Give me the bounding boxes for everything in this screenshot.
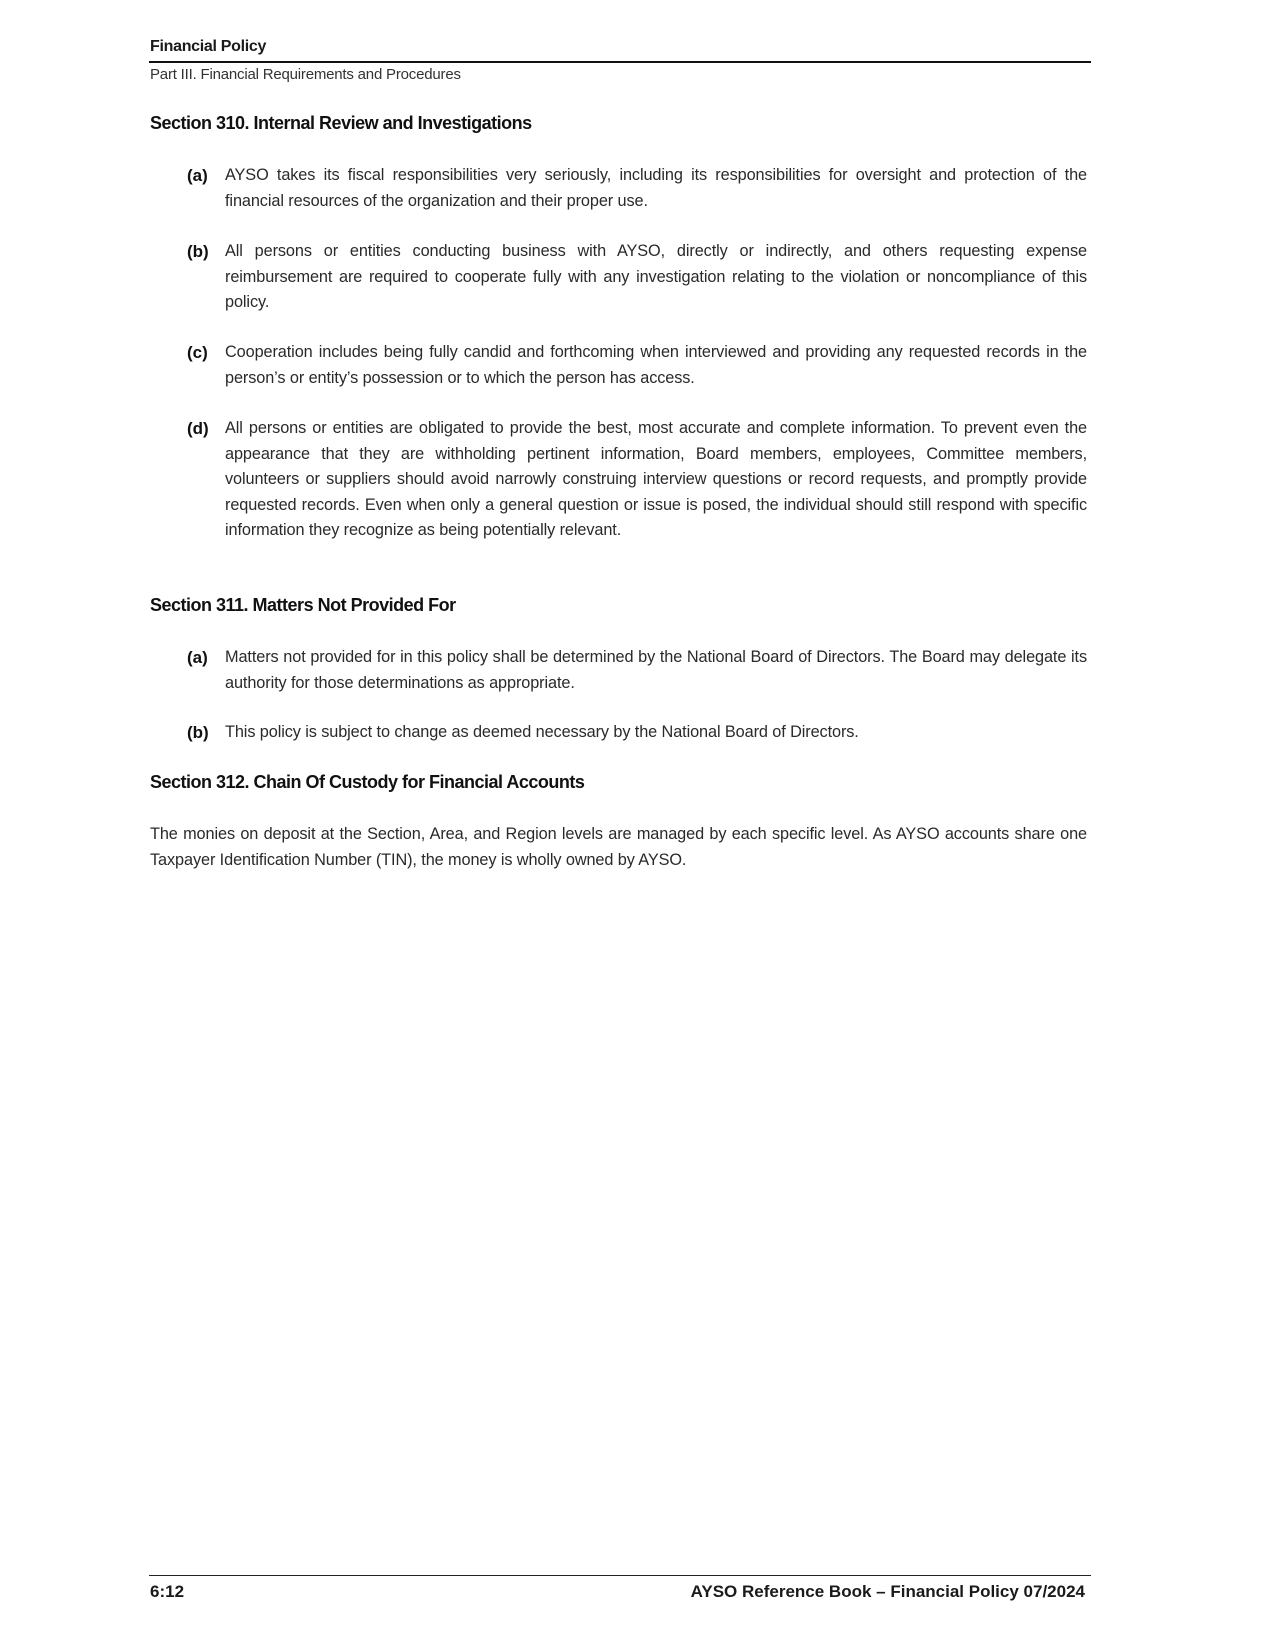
- footer-page-number: 6:12: [150, 1582, 185, 1601]
- item-text: AYSO takes its fiscal responsibilities very seriously, including its responsibilities for oversight and protection of the financial resources of the organization and their proper use.: [225, 166, 1087, 210]
- item-label: (a): [187, 166, 208, 185]
- section-311-item-b: [187, 720, 1087, 746]
- header-subtitle: Part III. Financial Requirements and Procedures: [150, 66, 461, 83]
- item-text: Cooperation includes being fully candid and forthcoming when interviewed and providing any requested records in the person’s or entity’s possession or to which the person has access.: [225, 343, 1087, 387]
- section-310-item-b: [187, 239, 1087, 316]
- item-label: (d): [187, 419, 209, 438]
- item-label: (c): [187, 343, 208, 362]
- item-label: (a): [187, 648, 208, 667]
- header-title: Financial Policy: [150, 38, 267, 55]
- section-310-heading: Section 310. Internal Review and Investigations: [150, 113, 532, 133]
- footer-rule: [149, 1575, 1091, 1576]
- section-311-item-a: [187, 645, 1087, 696]
- item-text: All persons or entities conducting business with AYSO, directly or indirectly, and others requesting expense reimbursement are required to cooperate fully with any investigation relating to the violation or noncompliance of this policy.: [225, 242, 1087, 311]
- section-310-item-a: [187, 163, 1087, 214]
- section-312-paragraph: The monies on deposit at the Section, Area, and Region levels are managed by each specific level. As AYSO accounts share one Taxpayer Identification Number (TIN), the money is wholly owned by AYSO.: [150, 825, 1087, 869]
- section-310-item-d: [187, 416, 1087, 544]
- item-text: All persons or entities are obligated to provide the best, most accurate and complete information. To prevent even the appearance that they are withholding pertinent information, Board members, employees, Committee members, volunteers or suppliers should avoid narrowly construing interview questions or record requests, and promptly provide requested records. Even when only a general question or issue is posed, the individual should still respond with specific information they recognize as being potentially relevant.: [225, 419, 1087, 539]
- footer-document-title: AYSO Reference Book – Financial Policy 07/2024: [690, 1582, 1085, 1601]
- item-label: (b): [187, 723, 209, 742]
- item-label: (b): [187, 242, 209, 261]
- section-311-heading: Section 311. Matters Not Provided For: [150, 595, 456, 615]
- section-312-heading: Section 312. Chain Of Custody for Financial Accounts: [150, 772, 585, 792]
- item-text: This policy is subject to change as deemed necessary by the National Board of Directors.: [225, 723, 859, 741]
- header-rule: [149, 61, 1091, 63]
- section-310-item-c: [187, 340, 1087, 391]
- item-text: Matters not provided for in this policy shall be determined by the National Board of Directors. The Board may delegate its authority for those determinations as appropriate.: [225, 648, 1087, 692]
